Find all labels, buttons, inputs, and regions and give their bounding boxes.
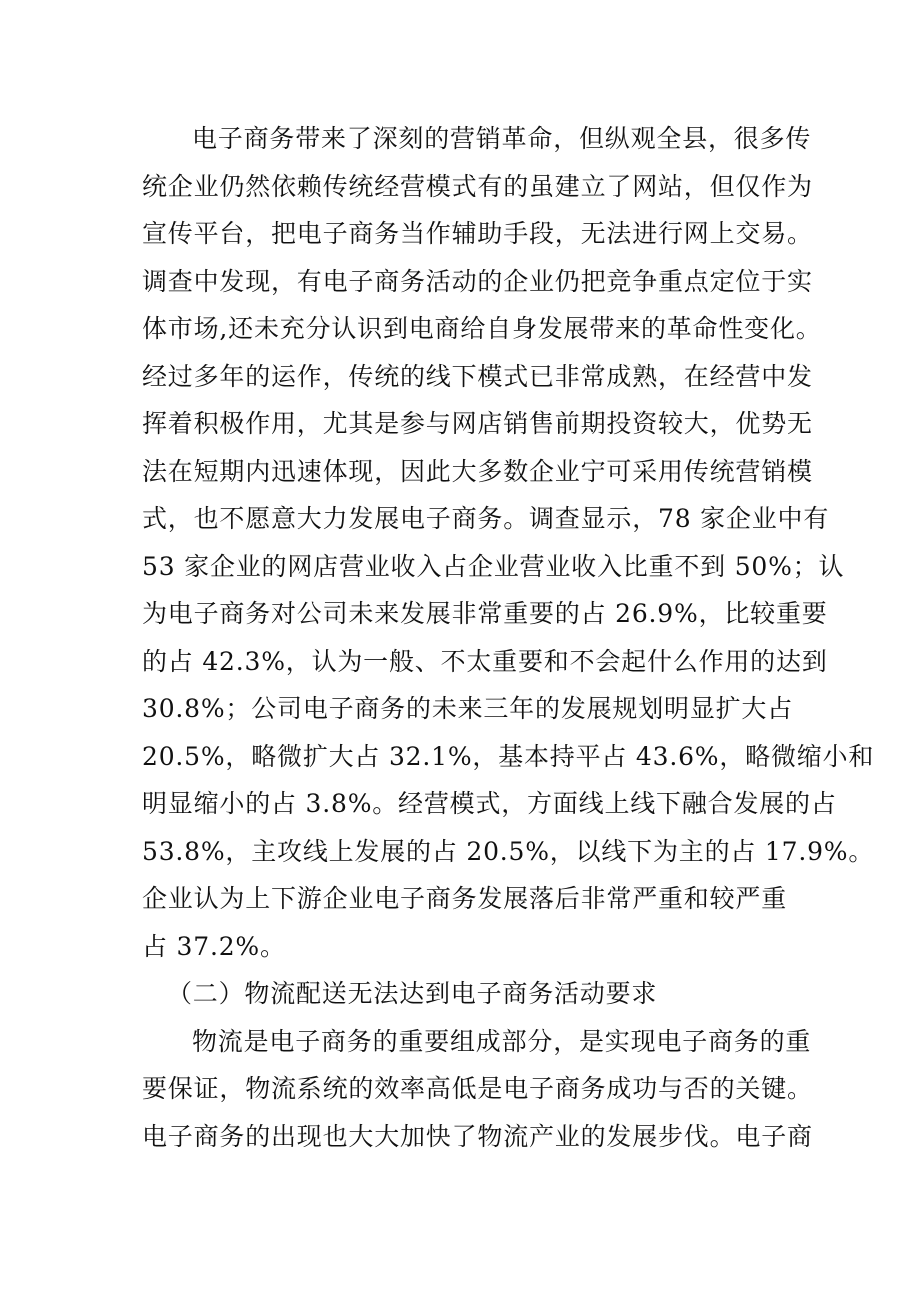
paragraph-1-line-6: 经过多年的运作，传统的线下模式已非常成熟，在经营中发 [142,361,813,391]
paragraph-1-line-15: 明显缩小的占 3.8%。经营模式，方面线上线下融合发展的占 [142,789,837,818]
paragraph-1-line-14: 20.5%，略微扩大占 32.1%，基本持平占 43.6%，略微缩小和 [142,741,875,771]
paragraph-1-line-9: 式，也不愿意大力发展电子商务。调查显示，78 家企业中有 [142,504,830,533]
paragraph-2-line-1: 物流是电子商务的重要组成部分，是实现电子商务的重 [192,1026,812,1056]
paragraph-1-line-18: 占 37.2%。 [142,931,286,961]
section-heading: （二）物流配送无法达到电子商务活动要求 [167,979,658,1008]
paragraph-1-line-5: 体市场,还未充分认识到电商给自身发展带来的革命性变化。 [142,314,822,343]
paragraph-1-line-2: 统企业仍然依赖传统经营模式有的虽建立了网站，但仅作为 [142,171,813,201]
paragraph-1-line-13: 30.8%；公司电子商务的未来三年的发展规划明显扩大占 [142,694,794,723]
paragraph-2-line-3: 电子商务的出现也大大加快了物流产业的发展步伐。电子商 [142,1121,813,1151]
paragraph-1-line-8: 法在短期内迅速体现，因此大多数企业宁可采用传统营销模 [142,456,813,486]
document-body [142,115,875,1160]
paragraph-1-line-12: 的占 42.3%，认为一般、不太重要和不会起什么作用的达到 [142,646,828,676]
paragraph-1-line-10: 53 家企业的网店营业收入占企业营业收入比重不到 50%；认 [142,551,845,581]
paragraph-1-line-3: 宣传平台，把电子商务当作辅助手段，无法进行网上交易。 [142,219,813,248]
paragraph-1-line-17: 企业认为上下游企业电子商务发展落后非常严重和较严重 [142,884,788,913]
paragraph-1-line-7: 挥着积极作用，尤其是参与网店销售前期投资较大，优势无 [142,409,813,438]
paragraph-1-line-16: 53.8%，主攻线上发展的占 20.5%，以线下为主的占 17.9%。 [142,836,875,866]
paragraph-1-line-11: 为电子商务对公司未来发展非常重要的占 26.9%，比较重要 [142,599,828,628]
paragraph-1-line-4: 调查中发现，有电子商务活动的企业仍把竞争重点定位于实 [142,266,813,296]
paragraph-1-line-1: 电子商务带来了深刻的营销革命，但纵观全县，很多传 [192,124,812,153]
paragraph-2-line-2: 要保证，物流系统的效率高低是电子商务成功与否的关键。 [142,1074,813,1103]
